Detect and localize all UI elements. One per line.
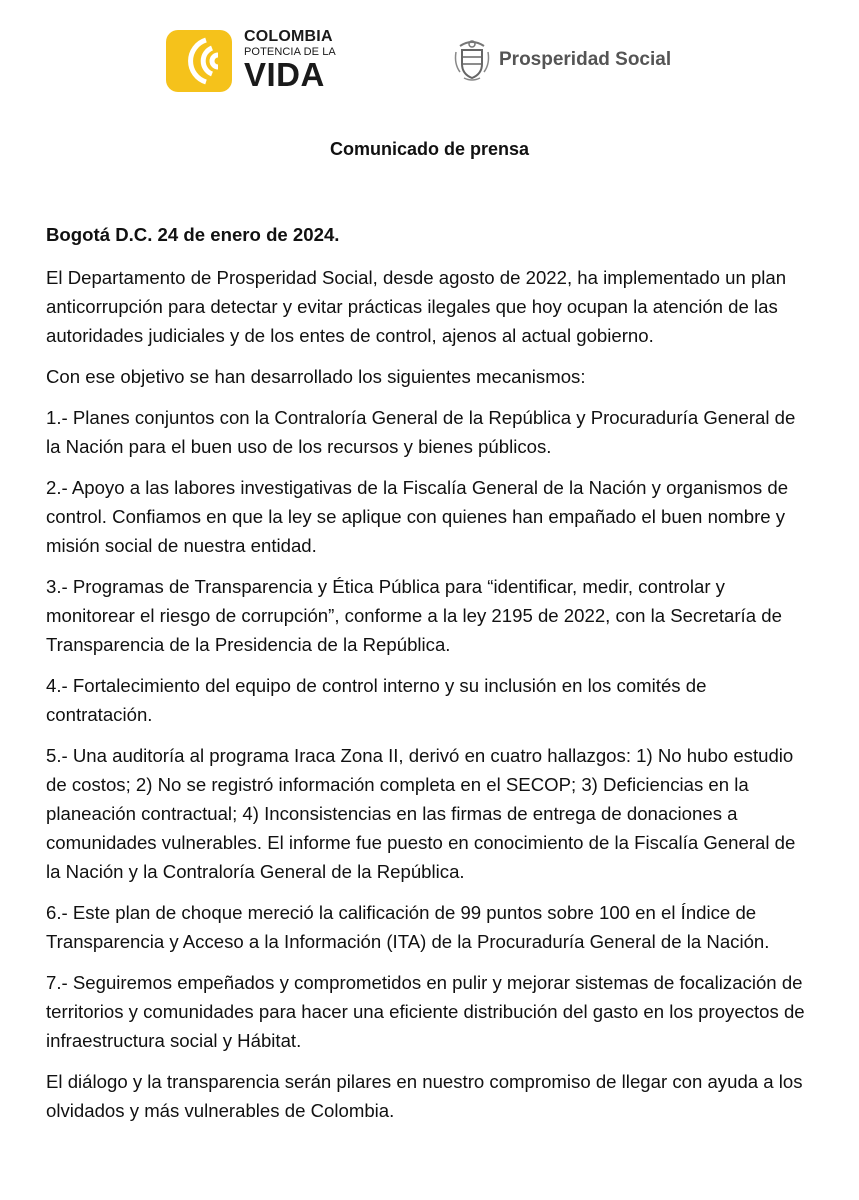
list-item-7: 7.- Seguiremos empeñados y comprometidos en pulir y mejorar sistemas de focalización de territorios y comunidades para hacer una eficiente distribución del gasto en los proyectos de infraestructura social y Hábitat. [46, 972, 805, 1051]
list-item-5: 5.- Una auditoría al programa Iraca Zona II, derivó en cuatro hallazgos: 1) No hubo estudio de costos; 2) No se registró información completa en el SECOP; 3) Deficiencias en la planeación contractual; 4) Inconsistencias en las firmas de entrega de donaciones a comunidades vulnerables. El informe fue puesto en conocimiento de la Fiscalía General de la Nación y la Contraloría General de la República. [46, 745, 796, 882]
coat-of-arms-icon [452, 38, 492, 82]
dateline: Bogotá D.C. 24 de enero de 2024. [46, 224, 340, 245]
list-item-1: 1.- Planes conjuntos con la Contraloría General de la República y Procuraduría General de la Nación para el buen uso de los recursos y bienes públicos. [46, 407, 796, 457]
logo-potencia-text: POTENCIA DE LA [244, 46, 336, 58]
colombia-potencia-de-la-vida-logo [166, 28, 346, 94]
prosperidad-social-text: Prosperidad Social [499, 49, 672, 70]
list-item-4: 4.- Fortalecimiento del equipo de control interno y su inclusión en los comités de contratación. [46, 675, 707, 725]
list-item-3: 3.- Programas de Transparencia y Ética Pública para “identificar, medir, controlar y monitorear el riesgo de corrupción”, conforme a la ley 2195 de 2022, con la Secretaría de Transparencia de la Presidencia de la República. [46, 576, 782, 655]
mechanisms-intro: Con ese objetivo se han desarrollado los siguientes mecanismos: [46, 366, 586, 387]
letterhead [0, 0, 859, 110]
closing-paragraph: El diálogo y la transparencia serán pilares en nuestro compromiso de llegar con ayuda a los olvidados y más vulnerables de Colombia. [46, 1071, 803, 1121]
logo-vida-text: VIDA [244, 56, 325, 93]
sound-wave-logo-icon [166, 30, 232, 92]
press-release-heading: Comunicado de prensa [329, 139, 530, 159]
list-item-6: 6.- Este plan de choque mereció la calificación de 99 puntos sobre 100 en el Índice de Transparencia y Acceso a la Información (ITA) de la Procuraduría General de la Nación. [46, 902, 770, 952]
intro-paragraph: El Departamento de Prosperidad Social, desde agosto de 2022, ha implementado un plan anticorrupción para detectar y evitar prácticas ilegales que hoy ocupan la atención de las autoridades judiciales y de los entes de control, ajenos al actual gobierno. [46, 267, 787, 346]
list-item-2: 2.- Apoyo a las labores investigativas de la Fiscalía General de la Nación y organismos de control. Confiamos en que la ley se aplique con quienes han empañado el buen nombre y misión social de nuestra entidad. [46, 477, 789, 556]
prosperidad-social-logo [452, 38, 692, 82]
logo-colombia-text: COLOMBIA [244, 28, 333, 45]
press-release-body [46, 220, 806, 1137]
